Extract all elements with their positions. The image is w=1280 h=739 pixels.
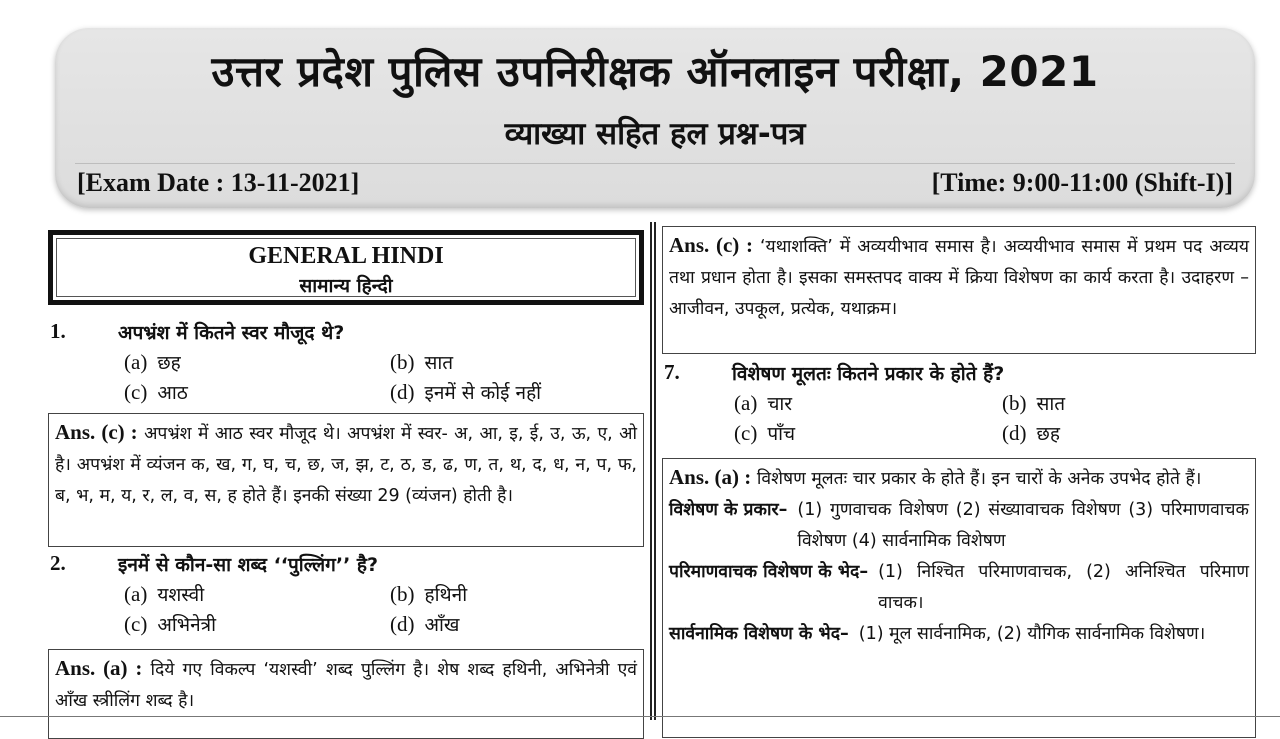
question-number: 2. xyxy=(50,551,66,575)
option-d: (d) आँख xyxy=(390,612,460,636)
page-title: उत्तर प्रदेश पुलिस उपनिरीक्षक ऑनलाइन परीक्षा, 2021 xyxy=(211,47,1099,96)
header-banner xyxy=(55,28,1255,208)
option-a: (a) चार xyxy=(734,391,793,415)
question-text: विशेषण मूलतः कितने प्रकार के होते हैं? xyxy=(732,363,1005,385)
page-subtitle: व्याख्या सहित हल प्रश्न-पत्र xyxy=(504,116,806,152)
detail-row xyxy=(669,619,1249,650)
section-heading-box xyxy=(48,230,644,305)
option-c: (c) पाँच xyxy=(734,421,796,445)
detail-row xyxy=(669,495,1249,557)
question-number: 7. xyxy=(664,360,680,384)
option-b: (b) सात xyxy=(1002,391,1066,415)
section-title-en: GENERAL HINDI xyxy=(248,243,444,269)
exam-time: [Time: 9:00-11:00 (Shift-I)] xyxy=(931,168,1233,197)
option-c: (c) आठ xyxy=(124,380,188,404)
answer-tag: Ans. (a) : xyxy=(55,656,143,680)
detail-body: (1) निश्चित परिमाणवाचक, (2) अनिश्चित परिमाण वाचक। xyxy=(878,562,1249,613)
options xyxy=(662,388,1256,452)
option-b: (b) हथिनी xyxy=(390,582,468,606)
column-divider xyxy=(650,222,656,720)
answer-tag: Ans. (c) : xyxy=(669,233,753,257)
question-number: 1. xyxy=(50,319,66,343)
answer-box xyxy=(48,649,644,739)
detail-heading: परिमाणवाचक विशेषण के भेद– xyxy=(669,562,869,582)
option-d: (d) छह xyxy=(1002,421,1060,445)
question xyxy=(48,549,644,579)
question-text: इनमें से कौन-सा शब्द ‘‘पुल्लिंग’’ है? xyxy=(118,554,379,576)
answer-box-previous xyxy=(662,226,1256,354)
question xyxy=(48,317,644,347)
answer-tag: Ans. (c) : xyxy=(55,420,138,444)
question xyxy=(662,358,1256,388)
detail-heading: सार्वनामिक विशेषण के भेद– xyxy=(669,624,849,644)
left-column xyxy=(48,222,644,739)
option-a: (a) यशस्वी xyxy=(124,582,205,606)
option-b: (b) सात xyxy=(390,350,454,374)
question-text: अपभ्रंश में कितने स्वर मौजूद थे? xyxy=(118,322,345,344)
detail-heading: विशेषण के प्रकार– xyxy=(669,500,788,520)
banner-divider xyxy=(75,163,1235,164)
section-title-hi: सामान्य हिन्दी xyxy=(299,275,393,297)
exam-date: [Exam Date : 13-11-2021] xyxy=(77,168,360,197)
page-bottom-edge xyxy=(0,716,1280,717)
detail-row xyxy=(669,557,1249,619)
option-a: (a) छह xyxy=(124,350,181,374)
detail-body: (1) गुणवाचक विशेषण (2) संख्यावाचक विशेषण (3) परिमाणवाचक विशेषण (4) सार्वनामिक विशेषण xyxy=(797,500,1249,551)
options xyxy=(48,347,644,411)
detail-body: (1) मूल सार्वनामिक, (2) यौगिक सार्वनामिक विशेषण। xyxy=(858,624,1206,644)
option-d: (d) इनमें से कोई नहीं xyxy=(390,380,542,404)
answer-text: दिये गए विकल्प ‘यशस्वी’ शब्द पुल्लिंग है। शेष शब्द हथिनी, अभिनेत्री एवं आँख स्त्रीलिंग शब्द है। xyxy=(55,660,638,711)
right-column xyxy=(662,222,1256,738)
answer-text: विशेषण मूलतः चार प्रकार के होते हैं। इन चारों के अनेक उपभेद होते हैं। xyxy=(756,469,1202,489)
answer-box xyxy=(662,458,1256,738)
option-c: (c) अभिनेत्री xyxy=(124,612,217,636)
answer-box xyxy=(48,413,644,547)
answer-text: ‘यथाशक्ति’ में अव्ययीभाव समास है। अव्ययीभाव समास में प्रथम पद अव्यय तथा प्रधान होता है। इसका समस्तपद वाक्य में क्रिया विशेषण का कार्य करता है। उदाहरण – आजीवन, उपकूल, प्रत्येक, यथाक्रम। xyxy=(669,237,1249,319)
answer-text: अपभ्रंश में आठ स्वर मौजूद थे। अपभ्रंश में स्वर- अ, आ, इ, ई, उ, ऊ, ए, ओ है। अपभ्रंश में व्यंजन क, ख, ग, घ, च, छ, ज, झ, ट, ठ, ड, ढ, ण, त, थ, द, ध, न, प, फ, ब, भ, म, य, र, ल, व, स, ह होते हैं। इनकी संख्या 29 (व्यंजन) होती है। xyxy=(55,424,637,506)
options xyxy=(48,579,644,643)
answer-tag: Ans. (a) : xyxy=(669,465,752,489)
